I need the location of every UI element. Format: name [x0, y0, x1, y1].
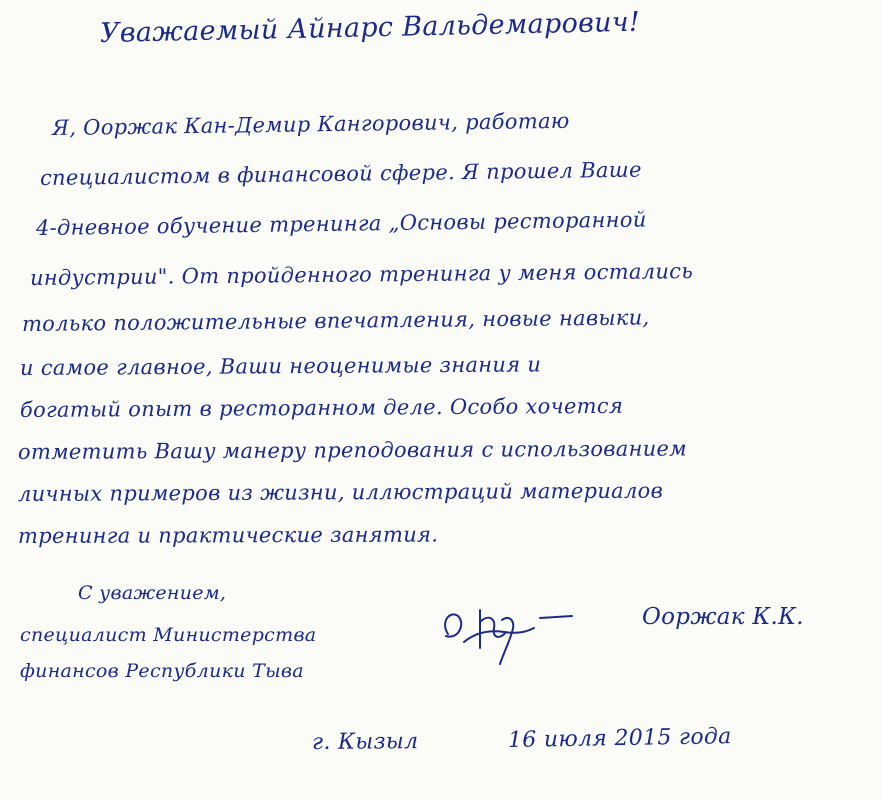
body-line-5: только положительные впечатления, новые навыки, — [21, 305, 650, 336]
closing-regards: С уважением, — [78, 582, 227, 604]
letter-date: 16 июля 2015 года — [507, 724, 732, 753]
body-line-8: отметить Вашу манеру преподования с использованием — [17, 436, 688, 464]
signature-name: Ооржак К.К. — [642, 604, 804, 630]
body-line-10: тренинга и практические занятия. — [17, 522, 439, 548]
body-line-6: и самое главное, Ваши неоценимые знания и — [19, 352, 542, 380]
body-line-2: специалистом в финансовой сфере. Я прошел Ваше — [39, 157, 642, 190]
body-line-3: 4-дневное обучение тренинга „Основы ресторанной — [35, 207, 647, 240]
letter-place: г. Кызыл — [311, 729, 419, 755]
body-line-9: личных примеров из жизни, иллюстраций материалов — [17, 478, 664, 506]
body-line-4: индустрии". От пройденного тренинга у меня остались — [29, 259, 694, 290]
closing-position-line-2: финансов Республики Тыва — [20, 660, 304, 682]
letter-greeting: Уважаемый Айнарс Вальдемарович! — [99, 6, 641, 49]
closing-position-line-1: специалист Министерства — [20, 624, 317, 646]
handwritten-signature — [440, 592, 580, 672]
body-line-1: Я, Ооржак Кан-Демир Кангорович, работаю — [51, 108, 570, 140]
body-line-7: богатый опыт в ресторанном деле. Особо хочется — [19, 393, 624, 422]
